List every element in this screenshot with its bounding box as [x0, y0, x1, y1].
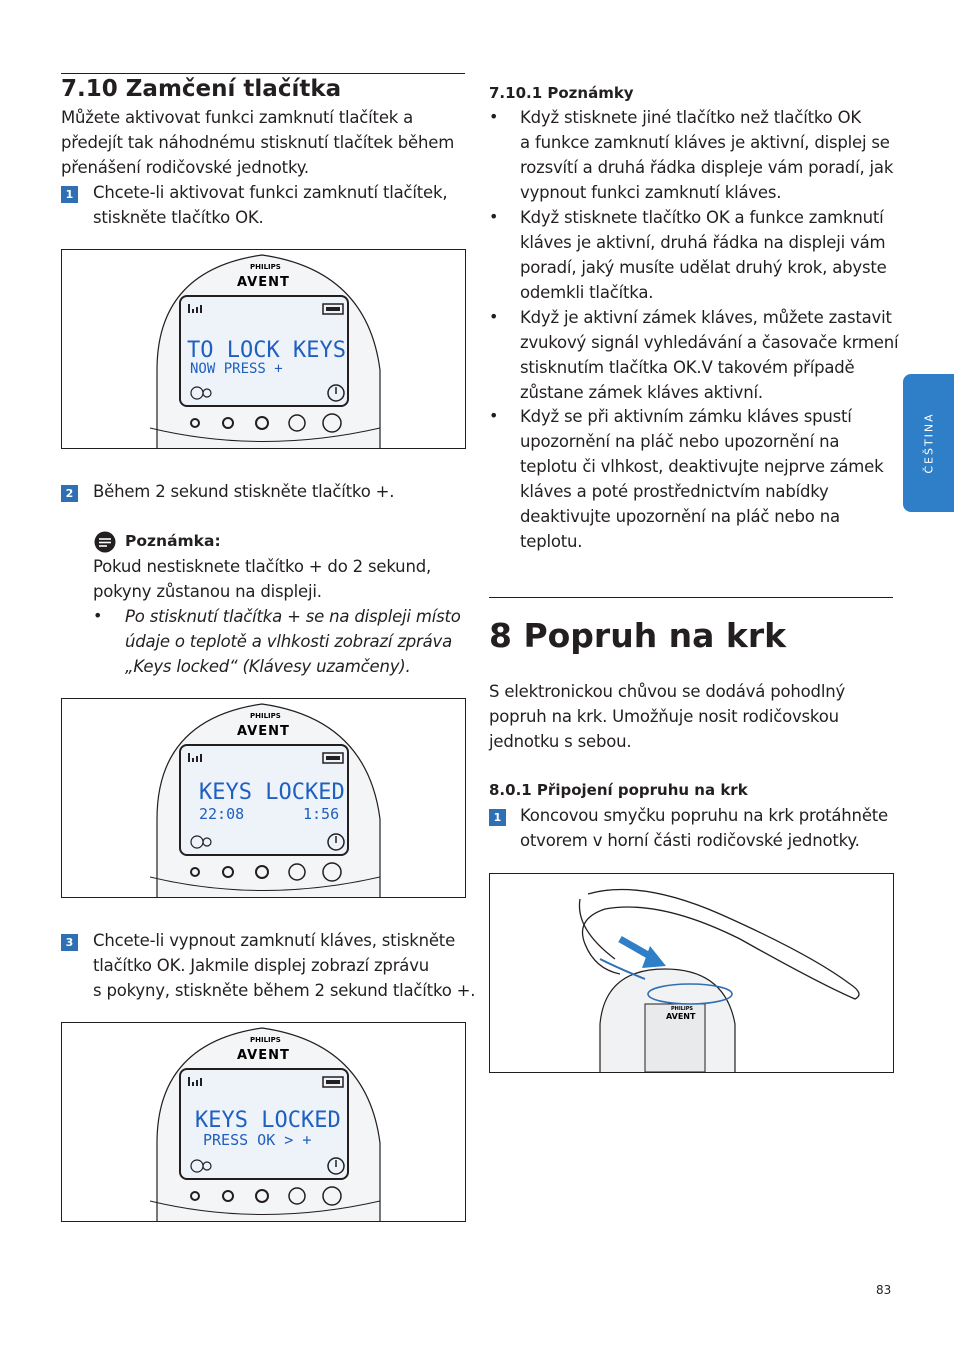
lcd-line-1: KEYS LOCKED [195, 1108, 341, 1133]
lcd-line-2: NOW PRESS + [190, 361, 283, 377]
brand-logo: AVENT [237, 275, 290, 290]
section-title: 7.10 Zamčení tlačítka [61, 76, 342, 102]
chapter-intro-line: jednotku s sebou. [489, 732, 632, 751]
step-number-3: 3 [61, 934, 78, 951]
step-2-text [93, 479, 394, 504]
step-line: Koncovou smyčku popruhu na krk protáhněte [520, 806, 888, 825]
notes-line: Když stisknete tlačítko OK a funkce zamknutí [520, 208, 884, 227]
device-figure-2 [61, 698, 466, 898]
intro-line: Můžete aktivovat funkci zamknutí tlačítek a [61, 108, 414, 127]
lcd-line-2: PRESS OK > + [203, 1131, 312, 1149]
step-line: stiskněte tlačítko OK. [93, 208, 264, 227]
lcd-time: 22:08 [199, 805, 245, 823]
brand-logo: AVENT [237, 1048, 290, 1063]
note-line: Pokud nestisknete tlačítko + do 2 sekund, [93, 557, 432, 576]
note-bullet: • [489, 406, 499, 425]
notes-line: zůstane zámek kláves aktivní. [520, 383, 763, 402]
lcd-line-1: KEYS LOCKED [199, 780, 345, 805]
intro-line: předejít tak náhodnému stisknutí tlačítek během [61, 133, 455, 152]
step-line: Chcete-li aktivovat funkci zamknutí tlačítek, [93, 183, 448, 202]
notes-line: Když se při aktivním zámku kláves spustí [520, 407, 852, 426]
notes-line: Když je aktivní zámek kláves, můžete zastavit [520, 308, 892, 327]
device-illustration [62, 699, 465, 897]
brand-top: PHILIPS [250, 263, 281, 271]
language-tab-label: ČEŠTINA [922, 412, 935, 474]
note-bullet: • [489, 307, 499, 326]
page-number: 83 [876, 1283, 892, 1297]
note-icon [93, 530, 117, 554]
step-1-text [93, 180, 447, 230]
notes-line: teplotu či vlhkost, deaktivujte nejprve zámek [520, 457, 884, 476]
notes-item-1 [520, 105, 893, 205]
chapter-intro-line: popruh na krk. Umožňuje nosit rodičovskou [489, 707, 839, 726]
step-line: tlačítko OK. Jakmile displej zobrazí zprávu [93, 956, 430, 975]
intro-line: přenášení rodičovské jednotky. [61, 158, 309, 177]
notes-line: rozsvítí a druhá řádka displeje vám poradí, jak [520, 158, 894, 177]
notes-line: deaktivujte upozornění na pláč nebo na [520, 507, 840, 526]
notes-item-4 [520, 404, 883, 554]
device-illustration [62, 250, 465, 448]
note-bullet: • [489, 207, 499, 226]
neck-strap-illustration [490, 874, 893, 1072]
neck-strap-figure [489, 873, 894, 1073]
note-italic-line: Po stisknutí tlačítka + se na displeji místo [125, 607, 461, 626]
notes-line: poradí, jaký musíte udělat druhý krok, abyste [520, 258, 887, 277]
notes-line: kláves je aktivní, druhá řádka na displeji vám [520, 233, 886, 252]
notes-line: stisknutím tlačítka OK.V takovém případě [520, 358, 855, 377]
device-figure-3 [61, 1022, 466, 1222]
brand-top: PHILIPS [250, 1036, 281, 1044]
chapter-rule [489, 597, 893, 598]
intro-paragraph [61, 105, 454, 180]
notes-line: kláves a poté prostřednictvím nabídky [520, 482, 829, 501]
step-number-1: 1 [489, 809, 506, 826]
note-title: Poznámka: [125, 532, 221, 550]
brand-top: PHILIPS [250, 712, 281, 720]
chapter-intro [489, 679, 845, 754]
device-illustration [62, 1023, 465, 1221]
step-line: s pokyny, stiskněte během 2 sekund tlačítko +. [93, 981, 476, 1000]
note-italic-line: údaje o teplotě a vlhkosti zobrazí zpráva [125, 632, 453, 651]
step-3-text [93, 928, 475, 1003]
lcd-timer: 1:56 [303, 805, 340, 823]
notes-title: 7.10.1 Poznámky [489, 84, 634, 102]
notes-line: zvukový signál vyhledávání a časovače krmení [520, 333, 899, 352]
notes-line: a funkce zamknutí kláves je aktivní, displej se [520, 133, 890, 152]
subsection-title: 8.0.1 Připojení popruhu na krk [489, 781, 748, 799]
notes-item-3 [520, 305, 898, 405]
device-figure-1 [61, 249, 466, 449]
lcd-line-1: TO LOCK KEYS [187, 338, 346, 363]
notes-line: vypnout funkci zamknutí kláves. [520, 183, 782, 202]
step-number-2: 2 [61, 485, 78, 502]
chapter-title: 8 Popruh na krk [489, 616, 787, 655]
neck-strap-step-text [520, 803, 888, 853]
notes-line: odemkli tlačítka. [520, 283, 654, 302]
notes-line: teplotu. [520, 532, 583, 551]
note-line: pokyny zůstanou na displeji. [93, 582, 322, 601]
note-italic-line: „Keys locked“ (Klávesy uzamčeny). [125, 657, 411, 676]
step-line: Během 2 sekund stiskněte tlačítko +. [93, 482, 395, 501]
notes-line: Když stisknete jiné tlačítko než tlačítko OK [520, 108, 861, 127]
brand-logo: AVENT [666, 1012, 696, 1021]
brand-logo: AVENT [237, 724, 290, 739]
note-bullet: • [93, 606, 103, 625]
note-italic-text [125, 604, 461, 679]
language-tab [903, 374, 954, 512]
section-rule [61, 73, 465, 74]
brand-top: PHILIPS [671, 1006, 694, 1012]
notes-item-2 [520, 205, 887, 305]
chapter-intro-line: S elektronickou chůvou se dodává pohodlný [489, 682, 846, 701]
note-text [93, 554, 431, 604]
notes-line: upozornění na pláč nebo upozornění na [520, 432, 840, 451]
step-line: otvorem v horní části rodičovské jednotky. [520, 831, 860, 850]
step-number-1: 1 [61, 186, 78, 203]
note-bullet: • [489, 107, 499, 126]
step-line: Chcete-li vypnout zamknutí kláves, stiskněte [93, 931, 456, 950]
